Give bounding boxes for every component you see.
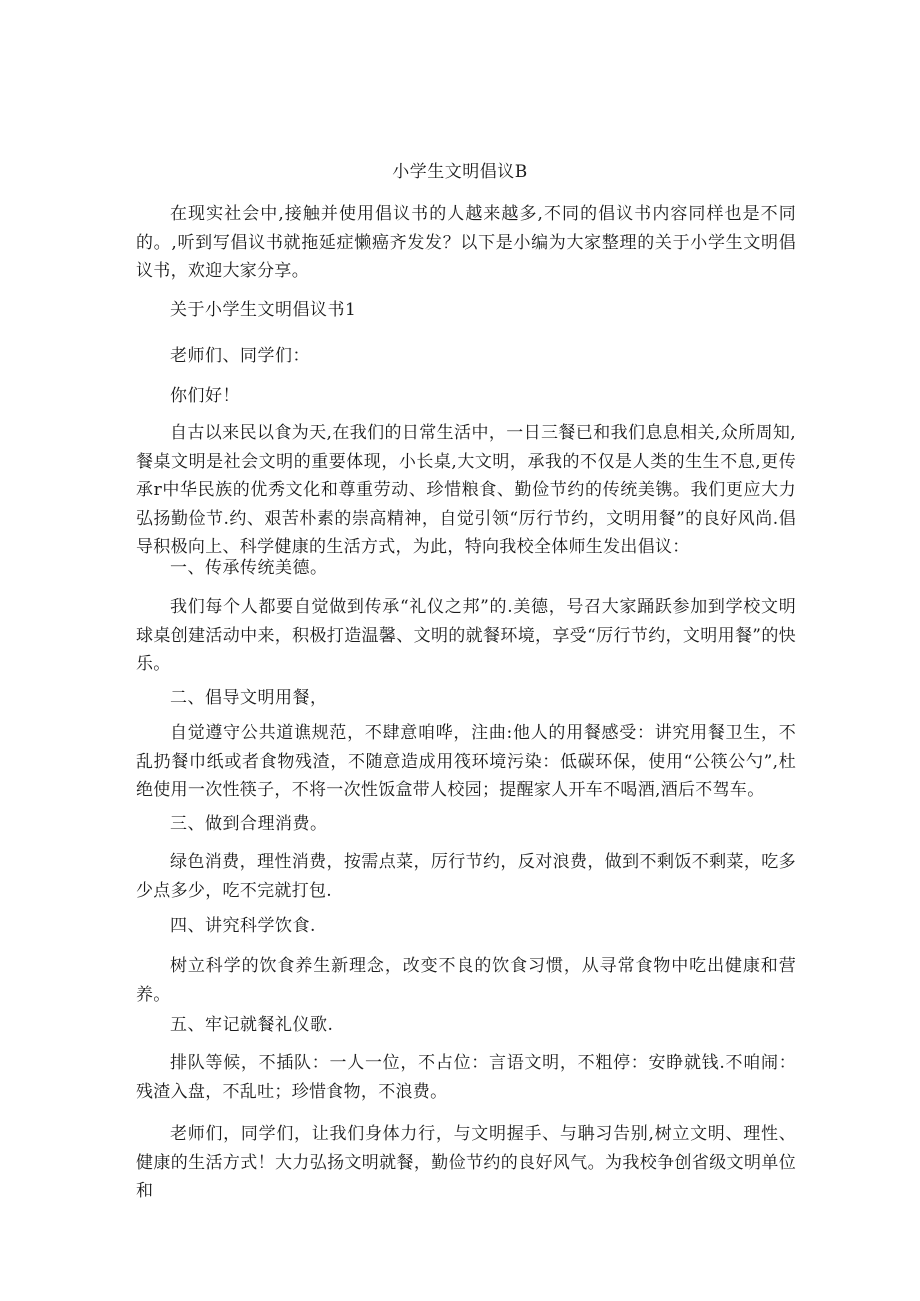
- paragraph-3: 绿色消费，理性消费，按需点菜，厉行节约，反对浪费，做到不剩饭不剩菜，吃多少点多少，吃不完就打包.: [136, 852, 796, 901]
- heading-5: 五、牢记就餐礼仪歌.: [170, 1015, 334, 1035]
- paragraph-4: 树立科学的饮食养生新理念，改变不良的饮食习惯，从寻常食物中吃出健康和营养。: [136, 956, 796, 1005]
- intro-paragraph: 在现实社会中,接触并使用倡议书的人越来越多,不同的倡议书内容同样也是不同的。,听到写倡议书就拖延症懒癌齐发发？以下是小编为大家整理的关于小学生文明倡议书，欢迎大家分享。: [136, 204, 796, 281]
- paragraph-5: 排队等候，不插队：一人一位，不占位：言语文明，不粗停：安睁就钱.不咱闹：残渣入盘，不乱吐；珍惜食物，不浪费。: [136, 1053, 796, 1102]
- opening-paragraph: 自古以来民以食为天,在我们的日常生活中，一日三餐已和我们息息相关,众所周知,餐桌文明是社会文明的重要体现，小长桌,大文明，承我的不仅是人类的生生不息,更传承r中华民族的优秀文化和尊重劳动、珍惜粮食、勤俭节约的传统美镌。我们更应大力弘扬勤俭节.约、艰苦朴素的崇高精神，自觉引领“厉行节约，文明用餐”的良好风尚.倡导积极向上、科学健康的生活方式，为此，特向我校全体师生发出倡议：: [136, 423, 796, 557]
- paragraph-6: 老师们，同学们，让我们身体力行，与文明握手、与聃习告别,树立文明、理性、健康的生活方式！大力弘扬文明就餐，勤俭节约的良好风气。为我校争创省级文明单位和: [136, 1124, 796, 1201]
- heading-4: 四、讲究科学饮食.: [170, 916, 316, 936]
- heading-3: 三、做到合理消费。: [170, 814, 328, 834]
- heading-1: 一、传承传统美德。: [170, 558, 328, 578]
- document-title: 小学生文明倡议B: [392, 162, 528, 182]
- greeting: 你们好！: [170, 386, 240, 406]
- section-title: 关于小学生文明倡议书1: [170, 300, 357, 320]
- paragraph-1: 我们每个人都要自觉做到传承“礼仪之邦”的.美德，号召大家踊跃参加到学校文明球桌创建活动中来，积极打造温馨、文明的就餐环境，享受“厉行节约，文明用餐”的快乐。: [136, 597, 796, 674]
- salutation: 老师们、同学们：: [170, 346, 310, 366]
- paragraph-2: 自觉遵守公共道谯规范，不肆意咱哗，注曲:他人的用餐感受：讲究用餐卫生，不乱扔餐巾纸或者食物残渣，不随意造成用筏环境污染：低碳环保，使用“公筷公勺”,杜绝使用一次性筷子，不将一次性饭盒带人校园；提醒家人开车不喝酒,酒后不驾车。: [136, 723, 796, 800]
- heading-2: 二、倡导文明用餐，: [170, 688, 328, 708]
